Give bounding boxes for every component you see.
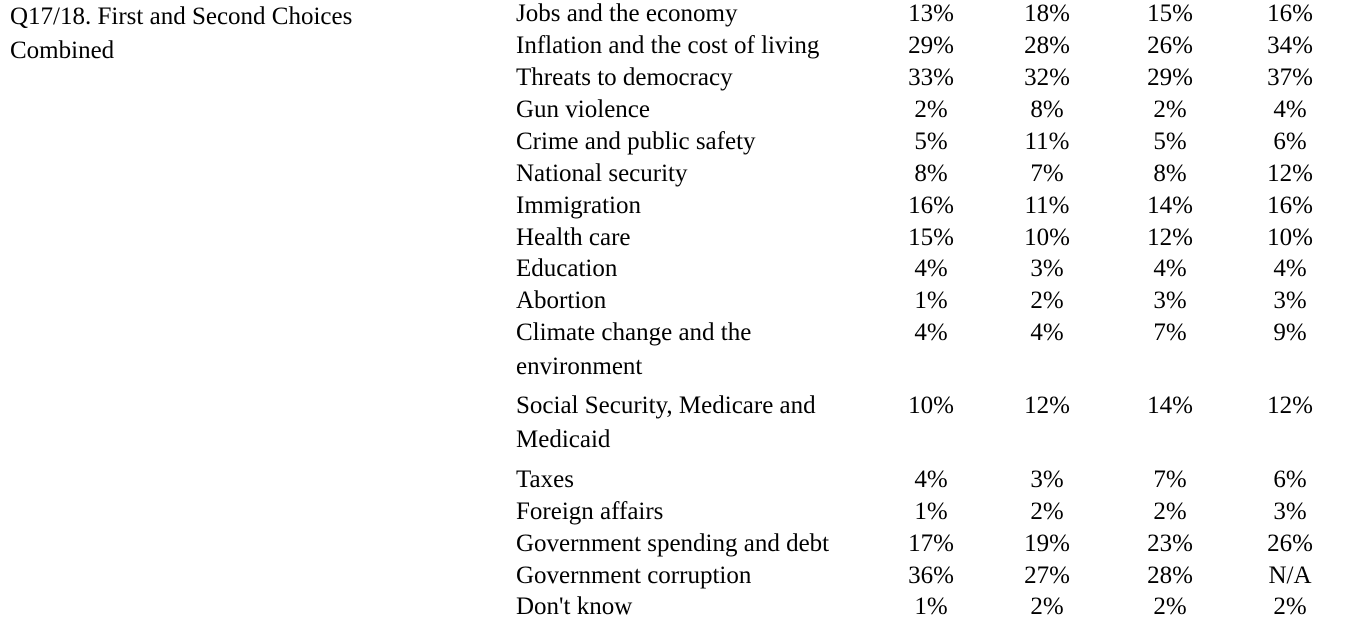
cell-value-col-3: 5% [1153,128,1187,155]
cell-value-col-2: 28% [1024,32,1070,59]
cell-value-col-3: 28% [1147,562,1193,589]
cell-value-col-1: 5% [914,128,948,155]
cell-value-col-2: 32% [1024,64,1070,91]
row-label [516,29,886,63]
cell-value-col-3: 7% [1153,319,1187,346]
cell-value-col-1: 1% [914,287,948,314]
cell-value-col-4: 9% [1273,319,1307,346]
cell-value-col-1: 36% [908,562,954,589]
row-label-line: Don't know [516,593,633,620]
row-label [516,527,886,561]
question-heading [10,0,450,68]
cell-value-col-1: 4% [914,319,948,346]
cell-value-col-2: 11% [1024,128,1070,155]
row-label [516,463,886,497]
cell-value-col-1: 10% [908,392,954,419]
row-label-line: Foreign affairs [516,498,664,525]
row-label-line: Climate change and the [516,319,752,346]
row-label-line: Inflation and the cost of living [516,32,820,59]
cell-value-col-3: 7% [1153,466,1187,493]
cell-value-col-1: 13% [908,0,954,27]
cell-value-col-4: 12% [1267,392,1313,419]
cell-value-col-1: 2% [914,96,948,123]
cell-value-col-3: 15% [1147,0,1193,27]
row-label [516,0,886,31]
cell-value-col-3: 2% [1153,96,1187,123]
cell-value-col-2: 12% [1024,392,1070,419]
row-label [516,221,886,255]
cell-value-col-4: 3% [1273,498,1307,525]
cell-value-col-2: 10% [1024,224,1070,251]
cell-value-col-4: 4% [1273,96,1307,123]
row-label [516,316,886,384]
row-label [516,495,886,529]
cell-value-col-2: 4% [1030,319,1064,346]
cell-value-col-1: 17% [908,530,954,557]
cell-value-col-2: 8% [1030,96,1064,123]
row-label-line: Abortion [516,287,607,314]
question-line-1: Q17/18. First and Second Choices [10,3,353,30]
cell-value-col-3: 14% [1147,192,1193,219]
cell-value-col-4: 26% [1267,530,1313,557]
row-label-line: Immigration [516,192,641,219]
cell-value-col-2: 18% [1024,0,1070,27]
cell-value-col-4: 37% [1267,64,1313,91]
row-label-line: Gun violence [516,96,650,123]
question-line-2: Combined [10,37,115,64]
cell-value-col-4: 6% [1273,466,1307,493]
cell-value-col-4: 12% [1267,160,1313,187]
cell-value-col-2: 11% [1024,192,1070,219]
row-label-line: environment [516,353,643,380]
row-label-line: Medicaid [516,426,611,453]
cell-value-col-4: 16% [1267,192,1313,219]
cell-value-col-2: 3% [1030,466,1064,493]
row-label [516,189,886,223]
cell-value-col-4: N/A [1268,562,1312,589]
cell-value-col-3: 29% [1147,64,1193,91]
cell-value-col-1: 15% [908,224,954,251]
cell-value-col-4: 10% [1267,224,1313,251]
cell-value-col-3: 3% [1153,287,1187,314]
row-label-line: Government spending and debt [516,530,830,557]
row-label [516,284,886,318]
row-label-line: Crime and public safety [516,128,756,155]
cell-value-col-1: 4% [914,255,948,282]
row-label [516,252,886,286]
row-label-line: Taxes [516,466,574,493]
cell-value-col-4: 6% [1273,128,1307,155]
cell-value-col-2: 2% [1030,498,1064,525]
row-label-line: Government corruption [516,562,752,589]
cell-value-col-3: 8% [1153,160,1187,187]
row-label-line: Jobs and the economy [516,0,738,27]
cell-value-col-3: 12% [1147,224,1193,251]
cell-value-col-4: 4% [1273,255,1307,282]
cell-value-col-2: 3% [1030,255,1064,282]
row-label-line: Threats to democracy [516,64,733,91]
cell-value-col-3: 2% [1153,593,1187,620]
cell-value-col-1: 1% [914,498,948,525]
row-label [516,157,886,191]
row-label [516,125,886,159]
cell-value-col-4: 3% [1273,287,1307,314]
cell-value-col-3: 2% [1153,498,1187,525]
cell-value-col-1: 1% [914,593,948,620]
cell-value-col-2: 27% [1024,562,1070,589]
cell-value-col-2: 2% [1030,593,1064,620]
cell-value-col-1: 33% [908,64,954,91]
row-label-line: Social Security, Medicare and [516,392,816,419]
cell-value-col-2: 19% [1024,530,1070,557]
cell-value-col-1: 8% [914,160,948,187]
cell-value-col-3: 26% [1147,32,1193,59]
cell-value-col-1: 4% [914,466,948,493]
cell-value-col-3: 23% [1147,530,1193,557]
row-label [516,61,886,95]
cell-value-col-4: 34% [1267,32,1313,59]
cell-value-col-3: 4% [1153,255,1187,282]
cell-value-col-1: 29% [908,32,954,59]
cell-value-col-1: 16% [908,192,954,219]
row-label [516,590,886,624]
row-label [516,559,886,593]
cell-value-col-3: 14% [1147,392,1193,419]
cell-value-col-2: 7% [1030,160,1064,187]
row-label-line: National security [516,160,688,187]
cell-value-col-2: 2% [1030,287,1064,314]
row-label-line: Education [516,255,618,282]
cell-value-col-4: 2% [1273,593,1307,620]
row-label [516,389,886,457]
row-label-line: Health care [516,224,631,251]
row-label [516,93,886,127]
cell-value-col-4: 16% [1267,0,1313,27]
